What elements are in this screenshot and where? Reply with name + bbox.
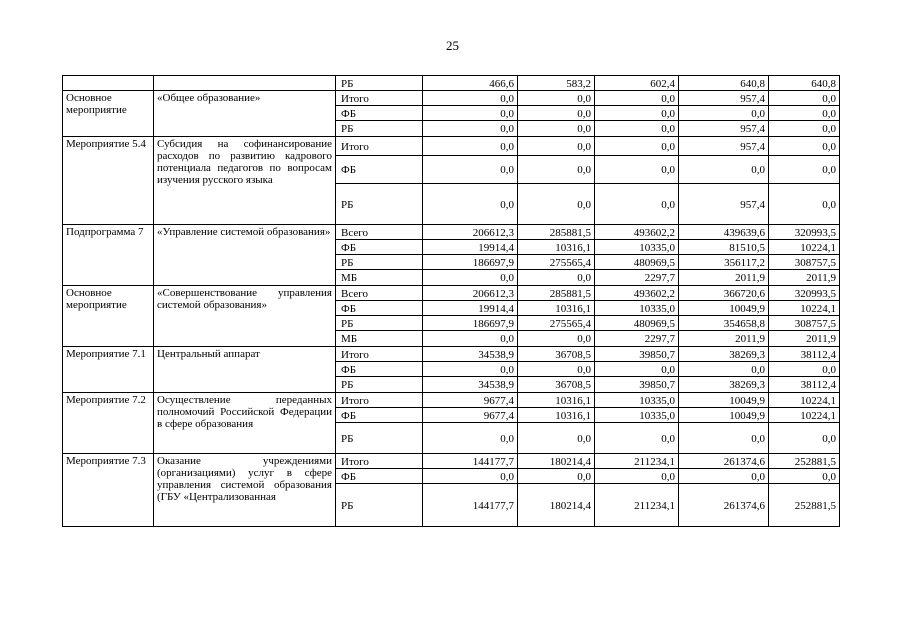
funding-source-cell: МБ [336,331,423,347]
amount-cell: 81510,5 [679,240,769,255]
amount-cell: 252881,5 [769,484,840,527]
row-name-cell: Центральный аппарат [154,347,336,393]
amount-cell: 211234,1 [595,484,679,527]
amount-cell: 10224,1 [769,408,840,423]
amount-cell: 957,4 [679,137,769,156]
amount-cell: 480969,5 [595,255,679,270]
amount-cell: 180214,4 [518,484,595,527]
amount-cell: 39850,7 [595,377,679,393]
amount-cell: 0,0 [518,121,595,137]
amount-cell: 0,0 [423,331,518,347]
amount-cell: 0,0 [769,106,840,121]
amount-cell: 640,8 [679,76,769,91]
funding-source-cell: Итого [336,137,423,156]
amount-cell: 0,0 [518,91,595,106]
amount-cell: 10049,9 [679,393,769,408]
amount-cell: 0,0 [595,423,679,454]
funding-source-cell: ФБ [336,362,423,377]
amount-cell: 10316,1 [518,240,595,255]
amount-cell: 0,0 [423,106,518,121]
amount-cell: 206612,3 [423,286,518,301]
row-name-cell: Осуществление переданных полномочий Российской Федерации в сфере образования [154,393,336,454]
amount-cell: 261374,6 [679,454,769,469]
amount-cell: 583,2 [518,76,595,91]
amount-cell: 2011,9 [679,270,769,286]
amount-cell: 10335,0 [595,408,679,423]
amount-cell: 0,0 [769,156,840,184]
funding-source-cell: РБ [336,316,423,331]
amount-cell: 0,0 [679,469,769,484]
amount-cell: 38112,4 [769,377,840,393]
amount-cell: 180214,4 [518,454,595,469]
amount-cell: 10335,0 [595,301,679,316]
amount-cell: 354658,8 [679,316,769,331]
amount-cell: 9677,4 [423,408,518,423]
amount-cell: 0,0 [595,184,679,225]
funding-source-cell: ФБ [336,469,423,484]
amount-cell: 10335,0 [595,393,679,408]
amount-cell: 320993,5 [769,286,840,301]
table-row [63,393,840,408]
amount-cell: 38112,4 [769,347,840,362]
amount-cell: 38269,3 [679,347,769,362]
amount-cell: 493602,2 [595,286,679,301]
amount-cell: 0,0 [518,184,595,225]
row-kind-cell: Мероприятие 7.1 [63,347,154,393]
amount-cell: 0,0 [595,362,679,377]
amount-cell: 0,0 [423,121,518,137]
funding-source-cell: ФБ [336,106,423,121]
amount-cell: 34538,9 [423,377,518,393]
amount-cell: 36708,5 [518,347,595,362]
amount-cell: 0,0 [423,362,518,377]
funding-source-cell: ФБ [336,156,423,184]
amount-cell: 10224,1 [769,240,840,255]
table-row [63,454,840,469]
amount-cell: 285881,5 [518,225,595,240]
funding-source-cell: Итого [336,347,423,362]
funding-source-cell: ФБ [336,240,423,255]
amount-cell: 493602,2 [595,225,679,240]
row-kind-cell: Подпрограмма 7 [63,225,154,286]
row-kind-cell: Мероприятие 7.2 [63,393,154,454]
amount-cell: 19914,4 [423,240,518,255]
amount-cell: 0,0 [679,423,769,454]
row-name-cell: «Управление системой образования» [154,225,336,286]
amount-cell: 285881,5 [518,286,595,301]
amount-cell: 0,0 [679,106,769,121]
amount-cell: 38269,3 [679,377,769,393]
amount-cell: 0,0 [518,270,595,286]
row-name-cell: «Совершенствование управления системой образования» [154,286,336,347]
amount-cell: 0,0 [518,331,595,347]
funding-source-cell: РБ [336,121,423,137]
funding-source-cell: Итого [336,393,423,408]
funding-source-cell: РБ [336,423,423,454]
amount-cell: 0,0 [595,121,679,137]
amount-cell: 0,0 [423,184,518,225]
amount-cell: 480969,5 [595,316,679,331]
amount-cell: 0,0 [423,423,518,454]
amount-cell: 0,0 [518,106,595,121]
amount-cell: 39850,7 [595,347,679,362]
amount-cell: 640,8 [769,76,840,91]
amount-cell: 34538,9 [423,347,518,362]
amount-cell: 0,0 [518,137,595,156]
amount-cell: 2011,9 [679,331,769,347]
amount-cell: 0,0 [595,137,679,156]
amount-cell: 36708,5 [518,377,595,393]
row-name-cell [154,76,336,91]
amount-cell: 439639,6 [679,225,769,240]
funding-source-cell: РБ [336,76,423,91]
amount-cell: 0,0 [595,156,679,184]
amount-cell: 0,0 [423,156,518,184]
amount-cell: 186697,9 [423,316,518,331]
amount-cell: 957,4 [679,121,769,137]
amount-cell: 0,0 [595,469,679,484]
funding-source-cell: РБ [336,484,423,527]
funding-source-cell: МБ [336,270,423,286]
funding-source-cell: РБ [336,377,423,393]
amount-cell: 957,4 [679,91,769,106]
amount-cell: 2297,7 [595,331,679,347]
amount-cell: 275565,4 [518,255,595,270]
table-body [63,76,840,527]
amount-cell: 211234,1 [595,454,679,469]
table-row [63,286,840,301]
row-name-cell: Субсидия на софинансирование расходов по развитию кадрового потенциала педагогов по вопросам изучения русского языка [154,137,336,225]
amount-cell: 356117,2 [679,255,769,270]
amount-cell: 0,0 [769,121,840,137]
amount-cell: 0,0 [518,469,595,484]
amount-cell: 206612,3 [423,225,518,240]
funding-source-cell: ФБ [336,301,423,316]
amount-cell: 10316,1 [518,393,595,408]
table-row [63,137,840,156]
funding-source-cell: Итого [336,91,423,106]
amount-cell: 0,0 [518,423,595,454]
row-name-cell: Оказание учреждениями (организациями) услуг в сфере управления системой образования (ГБУ «Централизованная [154,454,336,527]
amount-cell: 0,0 [769,423,840,454]
budget-table [62,75,840,527]
row-name-cell: «Общее образование» [154,91,336,137]
amount-cell: 10316,1 [518,301,595,316]
amount-cell: 10224,1 [769,301,840,316]
table-row [63,347,840,362]
amount-cell: 0,0 [423,469,518,484]
amount-cell: 466,6 [423,76,518,91]
amount-cell: 10224,1 [769,393,840,408]
amount-cell: 0,0 [518,362,595,377]
amount-cell: 0,0 [423,270,518,286]
amount-cell: 0,0 [423,137,518,156]
amount-cell: 0,0 [769,469,840,484]
row-kind-cell [63,76,154,91]
amount-cell: 0,0 [769,362,840,377]
funding-source-cell: Всего [336,286,423,301]
funding-source-cell: Итого [336,454,423,469]
amount-cell: 275565,4 [518,316,595,331]
row-kind-cell: Мероприятие 5.4 [63,137,154,225]
table-row [63,225,840,240]
amount-cell: 602,4 [595,76,679,91]
amount-cell: 0,0 [679,362,769,377]
funding-source-cell: РБ [336,184,423,225]
amount-cell: 957,4 [679,184,769,225]
amount-cell: 2297,7 [595,270,679,286]
amount-cell: 10049,9 [679,408,769,423]
row-kind-cell: Основное мероприятие [63,286,154,347]
amount-cell: 252881,5 [769,454,840,469]
amount-cell: 10049,9 [679,301,769,316]
amount-cell: 9677,4 [423,393,518,408]
row-kind-cell: Мероприятие 7.3 [63,454,154,527]
amount-cell: 308757,5 [769,316,840,331]
amount-cell: 0,0 [769,91,840,106]
amount-cell: 144177,7 [423,484,518,527]
amount-cell: 320993,5 [769,225,840,240]
funding-source-cell: ФБ [336,408,423,423]
amount-cell: 366720,6 [679,286,769,301]
amount-cell: 0,0 [518,156,595,184]
table-row [63,91,840,106]
amount-cell: 0,0 [679,156,769,184]
amount-cell: 261374,6 [679,484,769,527]
amount-cell: 0,0 [769,184,840,225]
amount-cell: 308757,5 [769,255,840,270]
amount-cell: 144177,7 [423,454,518,469]
amount-cell: 0,0 [423,91,518,106]
amount-cell: 10316,1 [518,408,595,423]
amount-cell: 19914,4 [423,301,518,316]
amount-cell: 10335,0 [595,240,679,255]
row-kind-cell: Основное мероприятие [63,91,154,137]
amount-cell: 186697,9 [423,255,518,270]
amount-cell: 0,0 [769,137,840,156]
amount-cell: 0,0 [595,91,679,106]
page-number: 25 [446,38,459,53]
amount-cell: 0,0 [595,106,679,121]
funding-source-cell: РБ [336,255,423,270]
amount-cell: 2011,9 [769,331,840,347]
table-row [63,76,840,91]
funding-source-cell: Всего [336,225,423,240]
amount-cell: 2011,9 [769,270,840,286]
